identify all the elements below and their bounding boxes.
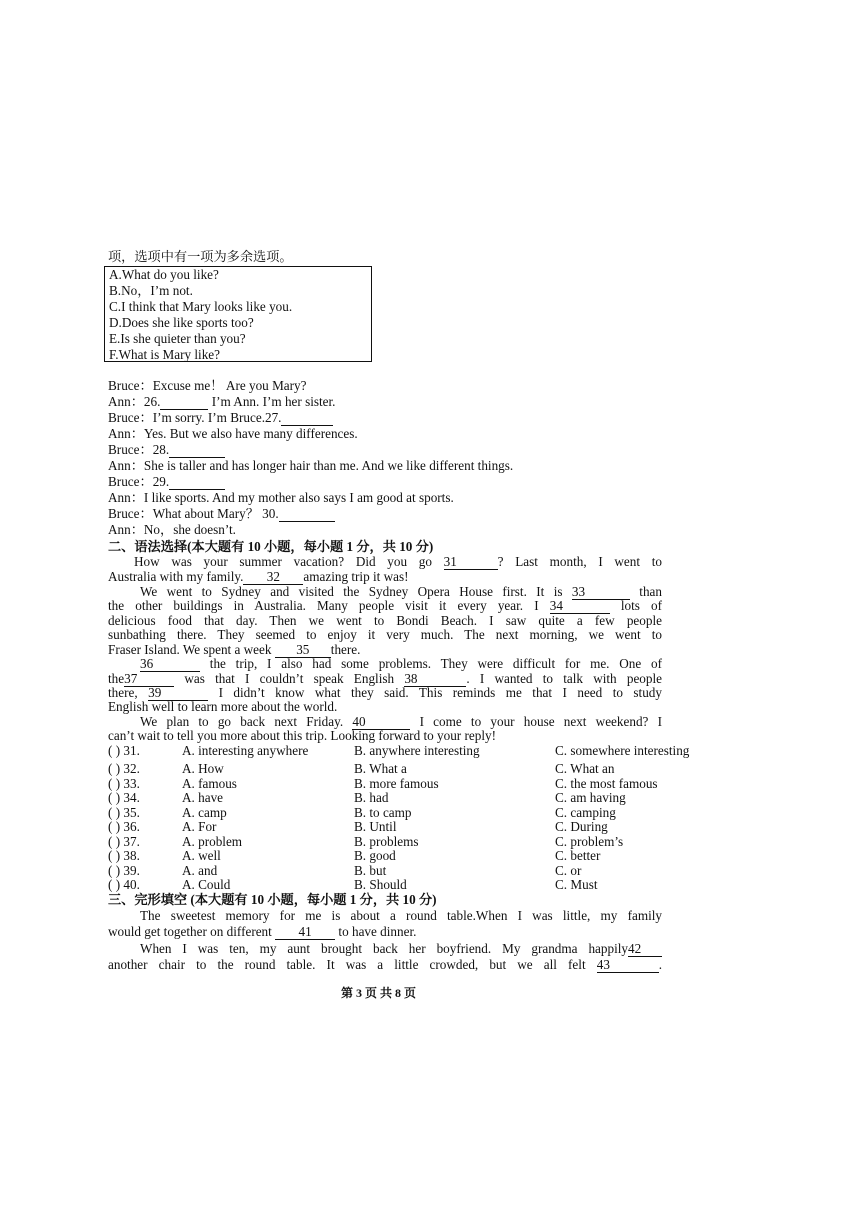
passage-line: 36 the trip, I also had some problems. They were difficult for me. One of (140, 656, 662, 671)
dialogue-line: Bruce：Excuse me！ Are you Mary? (108, 378, 307, 393)
choice-b[interactable]: B. had (354, 790, 389, 805)
choice-c[interactable]: C. What an (555, 761, 615, 776)
section1-intro: 项，选项中有一项为多余选项。 (108, 249, 293, 264)
choice-b[interactable]: B. to camp (354, 805, 412, 820)
choice-a[interactable]: A. camp (182, 805, 227, 820)
blank-34[interactable]: 34 (550, 599, 610, 614)
question-number: ( ) 33. (108, 776, 140, 791)
choice-c[interactable]: C. or (555, 863, 582, 878)
dialogue-line: Ann：No，she doesn’t. (108, 522, 236, 537)
option-b: B.No，I’m not. (109, 283, 193, 298)
choice-a[interactable]: A. famous (182, 776, 237, 791)
blank-32[interactable]: 32 (243, 570, 303, 585)
dialogue-line: Ann：She is taller and has longer hair than me. And we like different things. (108, 458, 514, 473)
passage-line: Fraser Island. We spent a week 35 there. (108, 642, 361, 657)
passage-line: Australia with my family. 32 amazing trip it was! (108, 569, 409, 584)
choice-a[interactable]: A. interesting anywhere (182, 743, 309, 758)
passage-line: can’t wait to tell you more about this trip. Looking forward to your reply! (108, 728, 496, 743)
choice-b[interactable]: B. more famous (354, 776, 439, 791)
dialogue-line: Ann：Yes. But we also have many differences. (108, 426, 358, 441)
question-number: ( ) 35. (108, 805, 140, 820)
answer-blank[interactable] (160, 395, 208, 410)
passage-line: there, 39 I didn’t know what they said. This reminds me that I need to study (108, 685, 662, 700)
choice-a[interactable]: A. Could (182, 877, 231, 892)
option-e: E.Is she quieter than you? (109, 331, 246, 346)
option-c: C.I think that Mary looks like you. (109, 299, 293, 314)
blank-41[interactable]: 41 (275, 925, 335, 940)
blank-42[interactable]: 42 (628, 942, 662, 957)
dialogue-line: Bruce：28. (108, 442, 225, 458)
cloze-line: When I was ten, my aunt brought back her boyfriend. My grandma happily42 (140, 941, 662, 957)
choice-a[interactable]: A. and (182, 863, 218, 878)
choice-b[interactable]: B. but (354, 863, 387, 878)
cloze-line: another chair to the round table. It was a little crowded, but we all felt 43 . (108, 957, 663, 972)
dialogue-line: Ann：26. I’m Ann. I’m her sister. (108, 394, 336, 409)
blank-38[interactable]: 38 (404, 672, 466, 687)
passage-line: delicious food that day. Then we went to Bondi Beach. I saw quite a few people (108, 613, 662, 628)
choice-c[interactable]: C. better (555, 848, 601, 863)
question-number: ( ) 38. (108, 848, 140, 863)
choice-b[interactable]: B. anywhere interesting (354, 743, 480, 758)
choice-a[interactable]: A. problem (182, 834, 243, 849)
choice-c[interactable]: C. problem’s (555, 834, 624, 849)
choice-a[interactable]: A. well (182, 848, 221, 863)
section2-title: 二、语法选择(本大题有 10 小题，每小题 1 分，共 10 分) (108, 539, 434, 554)
choice-a[interactable]: A. How (182, 761, 224, 776)
choice-c[interactable]: C. somewhere interesting (555, 743, 690, 758)
question-number: ( ) 32. (108, 761, 140, 776)
passage-line: We plan to go back next Friday. 40 I come to your house next weekend? I (140, 714, 662, 729)
dialogue-line: Bruce：I’m sorry. I’m Bruce.27. (108, 410, 333, 426)
passage-line: the other buildings in Australia. Many people visit it every year. I 34 lots of (108, 598, 663, 613)
choice-a[interactable]: A. have (182, 790, 224, 805)
blank-35[interactable]: 35 (275, 643, 331, 658)
passage-line: English well to learn more about the world. (108, 699, 338, 714)
choice-a[interactable]: A. For (182, 819, 217, 834)
answer-blank[interactable] (169, 475, 225, 490)
choice-c[interactable]: C. the most famous (555, 776, 658, 791)
passage-line: We went to Sydney and visited the Sydney Opera House first. It is 33 than (140, 584, 662, 599)
option-f: F.What is Mary like? (109, 347, 221, 362)
cloze-line: The sweetest memory for me is about a round table.When I was little, my family (140, 908, 662, 923)
choice-c[interactable]: C. am having (555, 790, 626, 805)
question-number: ( ) 34. (108, 790, 140, 805)
choice-b[interactable]: B. What a (354, 761, 407, 776)
dialogue-line: Bruce：29. (108, 474, 225, 490)
blank-37[interactable]: 37 (124, 672, 174, 687)
dialogue-line: Bruce：What about Mary？ 30. (108, 506, 335, 522)
question-number: ( ) 40. (108, 877, 140, 892)
blank-43[interactable]: 43 (597, 958, 659, 973)
blank-36[interactable]: 36 (140, 657, 200, 672)
choice-b[interactable]: B. problems (354, 834, 419, 849)
choice-b[interactable]: B. Until (354, 819, 397, 834)
passage-line: the37 was that I couldn’t speak English 38 . I wanted to talk with people (108, 671, 662, 686)
question-number: ( ) 36. (108, 819, 140, 834)
answer-blank[interactable] (169, 443, 225, 458)
blank-33[interactable]: 33 (572, 585, 630, 600)
dialogue-line: Ann：I like sports. And my mother also says I am good at sports. (108, 490, 454, 505)
question-number: ( ) 39. (108, 863, 140, 878)
option-a: A.What do you like? (109, 267, 219, 282)
choice-b[interactable]: B. good (354, 848, 396, 863)
choice-c[interactable]: C. Must (555, 877, 598, 892)
section3-title: 三、完形填空 (本大题有 10 小题，每小题 1 分，共 10 分) (108, 892, 437, 907)
options-box (104, 266, 372, 362)
question-number: ( ) 31. (108, 743, 140, 758)
answer-blank[interactable] (279, 507, 335, 522)
blank-40[interactable]: 40 (352, 715, 410, 730)
cloze-line: would get together on different 41 to have dinner. (108, 924, 417, 939)
passage-line: How was your summer vacation? Did you go 31 ? Last month, I went to (134, 554, 662, 569)
option-d: D.Does she like sports too? (109, 315, 254, 330)
choice-c[interactable]: C. During (555, 819, 608, 834)
passage-line: sunbathing there. They seemed to enjoy it very much. The next morning, we went to (108, 627, 662, 642)
answer-blank[interactable] (281, 411, 333, 426)
choice-c[interactable]: C. camping (555, 805, 616, 820)
blank-31[interactable]: 31 (444, 555, 498, 570)
question-number: ( ) 37. (108, 834, 140, 849)
blank-39[interactable]: 39 (148, 686, 208, 701)
page-footer: 第 3 页 共 8 页 (341, 986, 417, 1000)
choice-b[interactable]: B. Should (354, 877, 407, 892)
